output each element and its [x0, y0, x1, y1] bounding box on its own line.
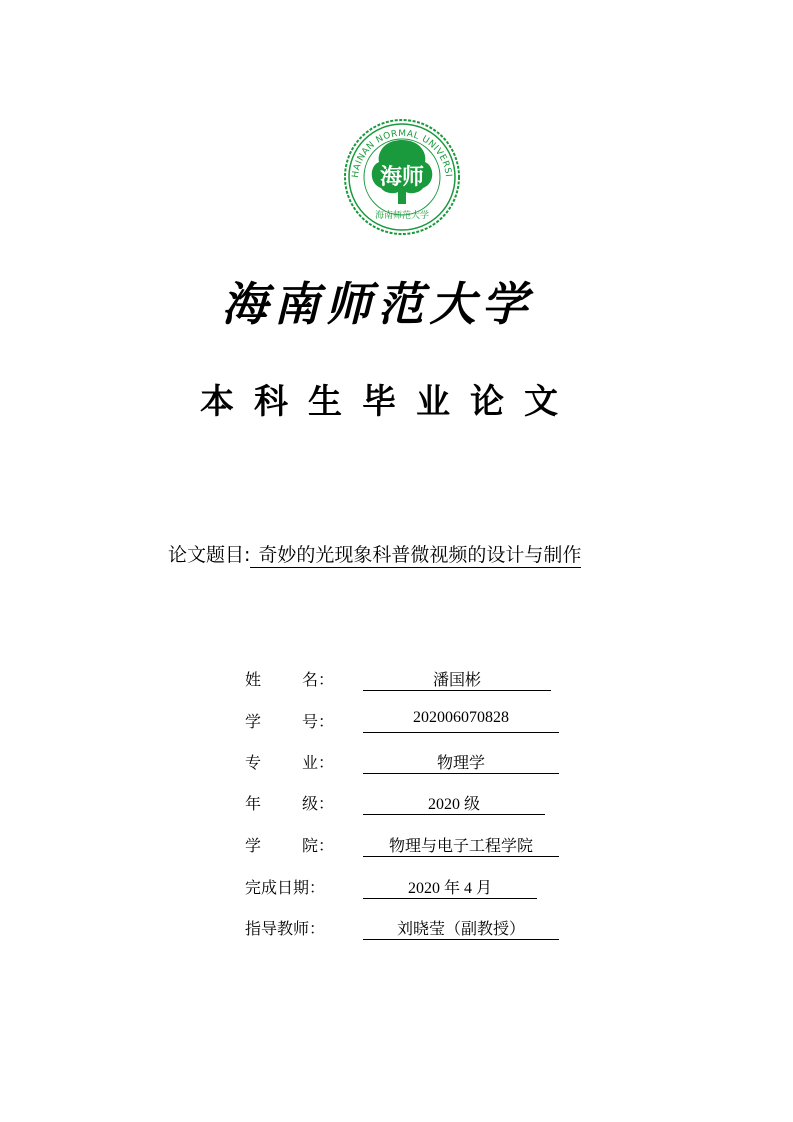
field-value: 2020 级 — [363, 791, 545, 815]
university-seal-logo — [343, 118, 461, 236]
field-label: 姓 — [245, 672, 262, 689]
field-label: 号： — [302, 714, 335, 731]
svg-text:海师: 海师 — [379, 165, 425, 190]
field-label: 指导教师： — [245, 921, 326, 938]
field-label: 年 — [245, 796, 262, 813]
university-name: 海南师范大学 — [221, 277, 534, 331]
svg-text:海南师范大学: 海南师范大学 — [374, 211, 430, 221]
topic-value: 奇妙的光现象科普微视频的设计与制作 — [250, 544, 581, 568]
field-label: 级： — [302, 796, 335, 813]
field-label: 名： — [302, 672, 335, 689]
field-value: 202006070828 — [363, 709, 559, 733]
field-value: 潘国彬 — [363, 667, 551, 691]
field-label: 专 — [245, 755, 262, 772]
field-label: 学 — [245, 838, 262, 855]
field-value: 2020 年 4 月 — [363, 875, 537, 899]
document-type-title: 本科生毕业论文 — [200, 382, 578, 422]
svg-text:HAINAN NORMAL UNIVERSITY: HAINAN NORMAL UNIVERSI — [350, 128, 453, 179]
field-label: 完成日期： — [245, 880, 326, 897]
field-label: 业： — [302, 755, 335, 772]
field-label: 学 — [245, 714, 262, 731]
field-value: 物理与电子工程学院 — [363, 833, 559, 857]
field-value: 刘晓莹（副教授） — [363, 916, 559, 940]
field-label: 院： — [302, 838, 335, 855]
topic-label: 论文题目: — [168, 544, 251, 566]
thesis-topic — [168, 540, 581, 567]
field-value: 物理学 — [363, 750, 559, 774]
